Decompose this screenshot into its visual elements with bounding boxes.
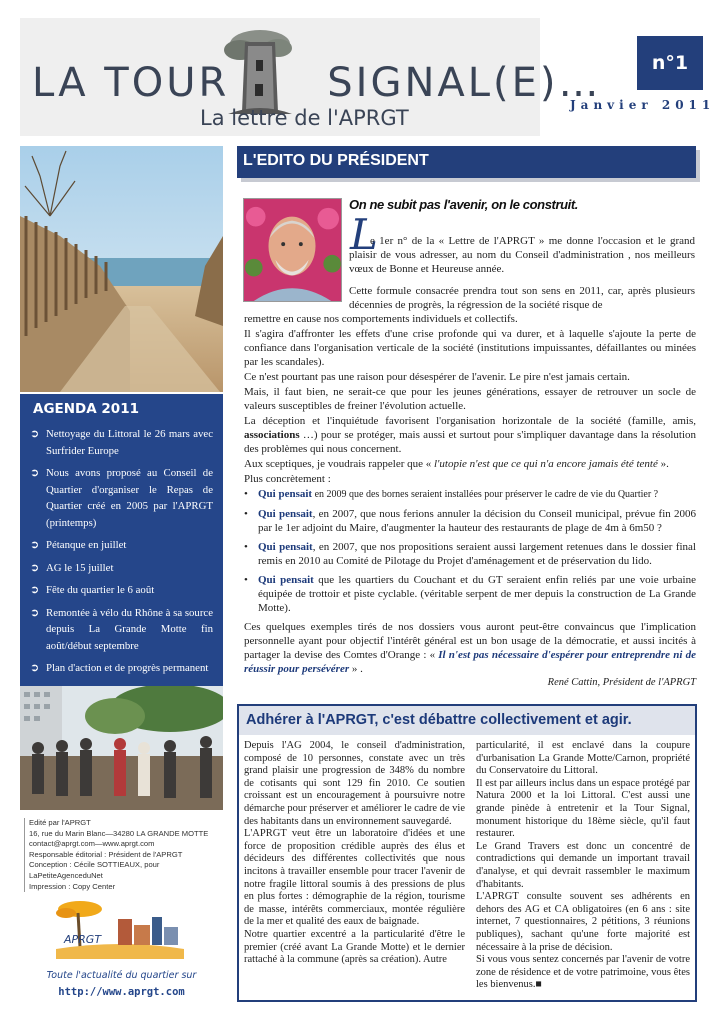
membership-column-right: particularité, il est enclavé dans la coupure d'urbanisation La Grande Motte/Carnon, propriété du Conservatoire du Littoral. Il est par ailleurs inclus dans un espace protégé par Natura 2000 et la loi Littoral. C'est aussi une grande pinède à entretenir et la Tour Signal, monument historique du 18ème siècle, qu'il faut restaurer. Le Grand Travers est donc un concentré de contradictions qui demande un important travail d'analyse, et qui devrait rassembler le maximum d'habitants. L'APRGT consulte souvent ses adhérents en dehors des AG et CA obligatoires (en 6 ans : site internet, 7 questionnaires, 2 pétitions, 3 réunions publiques), sachant qu'une forte majorité est nécessaire à la prise de décision. Si vous vous sentez concernés par l'avenir de votre zone de résidence et de votre patrimoine, vous êtes les bienvenus.■ <box>476 740 690 991</box>
arrow-icon: ➲ <box>30 467 40 479</box>
agenda-box <box>20 394 223 686</box>
masthead-subtitle: La lettre de l'APRGT <box>200 106 409 130</box>
arrow-icon: ➲ <box>30 584 40 596</box>
footer-tagline: Toute l'actualité du quartier sur <box>46 970 197 981</box>
list-item: • Qui pensait, en 2007, que nous ferions annuler la décision du Conseil municipal, prévue fin 2006 par le 1er adjoint du Maire, d'augmenter la hauteur des restaurants de plage de 4m à 6m50 ? <box>244 508 697 534</box>
arrow-icon: ➲ <box>30 606 40 619</box>
membership-title: Adhérer à l'APRGT, c'est débattre collectivement et agir. <box>246 712 632 728</box>
edito-paragraph: Aux sceptiques, je voudrais rappeler que « l'utopie n'est que ce qui n'a encore jamais été tenté ». <box>244 458 669 470</box>
agenda-item: ➲ Nettoyage du Littoral le 26 mars avec Surfrider Europe <box>30 426 213 459</box>
arrow-icon: ➲ <box>30 428 40 440</box>
crowd-photo <box>20 686 223 810</box>
masthead-title: LA TOUR SIGNAL(E)… <box>32 60 602 106</box>
president-portrait <box>243 198 342 302</box>
edito-signature: René Cattin, Président de l'APRGT <box>547 677 696 688</box>
agenda-item: ➲ AG le 15 juillet <box>30 560 213 577</box>
agenda-item: ➲ Fête du quartier le 6 août <box>30 582 213 599</box>
agenda-item: ➲ Nous avons proposé au Conseil de Quartier d'organiser le Repas de Quartier créé en 2005 par l'APRGT (printemps) <box>30 465 213 531</box>
aprgt-logo <box>50 895 190 963</box>
edito-dropcap: L <box>350 210 378 259</box>
agenda-item: ➲ Remontée à vélo du Rhône à sa source depuis La Grande Motte fin août/début septembre <box>30 605 213 655</box>
list-item: • Qui pensait, en 2007, que nos propositions seraient aussi largement retenues dans le dossier final remis en 2010 au Comité de Pilotage du Projet d'aménagement et de préservation du lido. <box>244 541 696 567</box>
logo-text: APRGT <box>64 933 102 946</box>
edito-paragraph: Plus concrètement : <box>244 473 331 485</box>
arrow-icon: ➲ <box>30 539 40 551</box>
list-item: • Qui pensait en 2009 que des bornes seraient installées pour préserver le cadre de vie du Quartier ? <box>244 488 659 500</box>
issue-date: Janvier 2011 <box>570 98 716 112</box>
agenda-item: ➲ Plan d'action et de progrès permanent <box>30 660 213 677</box>
arrow-icon: ➲ <box>30 662 40 674</box>
edito-paragraph: Cette formule consacrée prendra tout son sens en 2011, car, après plusieurs décennies de progrès, la régression de la société risque de <box>349 285 695 311</box>
edito-paragraph: Ce n'est pourtant pas une raison pour désespérer de l'avenir. Le pire n'est jamais certain. <box>244 371 630 383</box>
edito-body <box>244 312 696 688</box>
membership-column-left: Depuis l'AG 2004, le conseil d'administration, composé de 10 personnes, constate avec un très grand plaisir une progression de 348% du nombre de cotisants qui sont 129 fin 2010. Ce soutien croissant est un encouragement à poursuivre notre démarche pour préserver et améliorer le cadre de vie des habitants dans un environnement sauvegardé. L'APRGT veut être un laboratoire d'idées et une force de proposition crédible auprès des élus et décideurs des différentes collectivités que nous incitons à travailler ensemble pour tracer l'avenir de notre fragile littoral soumis à des pressions de plus en plus fortes : démographie de la région, tourisme de masse, intérêts commerciaux, montée régulière de la mer et qualité des eaux de baignade. Notre quartier excentré a la particularité d'être le premier (créé avant La Grande Motte) et le dernier rattaché à la commune (après sa création). Autre <box>244 740 465 966</box>
agenda-title: AGENDA 2011 <box>33 401 139 417</box>
edito-paragraph: Il s'agira d'affronter les effets d'une crise profonde qui va durer, et à laquelle s'ajoute la perte de confiance dans l'organisation verticale de la société (institutions impuissantes, défaillantes ou minées par les scandales). <box>244 328 696 368</box>
example-list <box>244 487 696 615</box>
edito-paragraph: remettre en cause nos comportements individuels et collectifs. <box>244 313 518 325</box>
edito-paragraph: e 1er n° de la « Lettre de l'APRGT » me donne l'occasion et le grand plaisir de vous adresser, au nom du Conseil d'administration , nos meilleurs vœux de Bonne et Heureuse année. <box>349 235 695 275</box>
issue-number-badge: n°1 <box>637 36 703 90</box>
agenda-item: ➲ Pétanque en juillet <box>30 537 213 554</box>
list-item: • Qui pensait que les quartiers du Couchant et du GT seraient enfin reliés par une voie urbaine équipée de trottoir et piste cyclable. (véritable serpent de mer depuis la construction de La Grande Motte). <box>244 574 696 614</box>
edito-headline: On ne subit pas l'avenir, on le construit. <box>349 197 579 212</box>
edito-paragraph: Ces quelques exemples tirés de nos dossiers vous auront peut-être convaincus que l'implication personnelle ayant pour objectif l'intérêt général est un bon usage de la démocratie, et aussi incités à partager la devise des Comtes d'Orange : « Il n'est pas nécessaire d'espérer pour entreprendre ni de réussir pour persévérer » . <box>244 621 696 675</box>
beach-photo <box>20 146 223 392</box>
edito-section-title: L'EDITO DU PRÉSIDENT <box>237 146 696 178</box>
arrow-icon: ➲ <box>30 561 40 574</box>
tower-illustration <box>220 22 298 118</box>
website-link[interactable]: http://www.aprgt.com <box>58 986 185 998</box>
edito-paragraph: Mais, il faut bien, ne serait-ce que pour les jeunes générations, essayer de retrouver un socle de valeurs susceptibles de freiner l'évolution actuelle. <box>244 386 696 412</box>
edito-paragraph: La déception et l'inquiétude favorisent l'organisation horizontale de la société (famille, amis, associations …) pour se protéger, mais aussi et surtout pour s'impliquer davantage dans la résolution des problèmes qui nous concernent. <box>244 415 696 455</box>
publication-credits: Edité par l'APRGT 16, rue du Marin Blanc—34280 LA GRANDE MOTTE contact@aprgt.com—www.aprgt.com Responsable éditorial : Président de l'APRGT Conception : Cécile SOTTIEAUX, pour LaPetiteAgenceduNet Impression : Copy Center <box>24 818 220 892</box>
